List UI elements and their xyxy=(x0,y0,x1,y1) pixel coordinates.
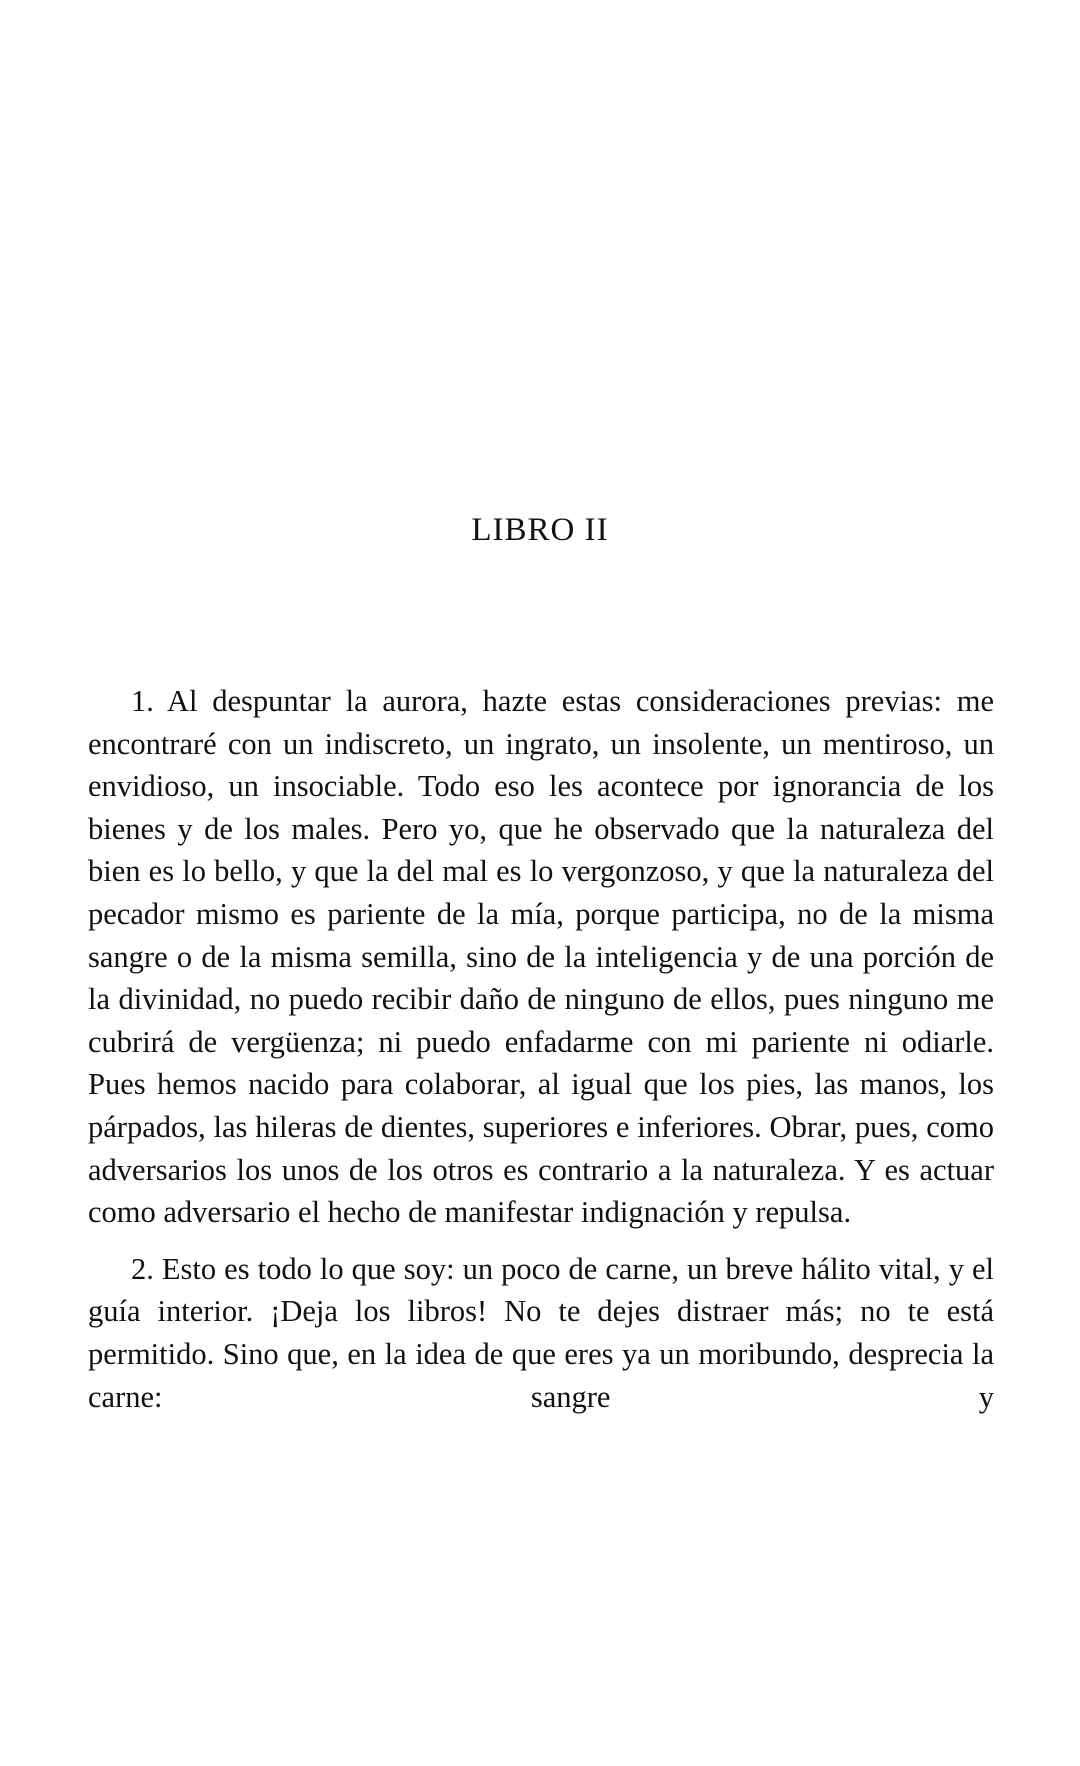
paragraph-1 xyxy=(88,680,994,1234)
paragraph-2 xyxy=(88,1248,994,1418)
paragraph-text: Esto es todo lo que soy: un poco de carne, un breve hálito vital, y el guía interior. ¡Deja los libros! No te dejes distraer más; no te está permitido. Sino que, en la idea de que eres ya un moribundo, desprecia la carne: sangre y xyxy=(88,1251,995,1414)
paragraph-number: 1. xyxy=(131,684,154,718)
book-title: LIBRO II xyxy=(471,512,609,548)
paragraph-text: Al despuntar la aurora, hazte estas consideraciones previas: me encontraré con un indiscreto, un ingrato, un insolente, un mentiroso, un envidioso, un insociable. Todo eso les acontece por ignorancia de los bienes y de los males. Pero yo, que he observado que la naturaleza del bien es lo bello, y que la del mal es lo vergonzoso, y que la naturaleza del pecador mismo es pariente de la mía, porque participa, no de la misma sangre o de la misma semilla, sino de la inteligencia y de una porción de la divinidad, no puedo recibir daño de ninguno de ellos, pues ninguno me cubrirá de vergüenza; ni puedo enfadarme con mi pariente ni odiarle. Pues hemos nacido para colaborar, al igual que los pies, las manos, los párpados, las hileras de dientes, superiores e inferiores. Obrar, pues, como adversarios los unos de los otros es contrario a la naturaleza. Y es actuar como adversario el hecho de manifestar indignación y repulsa. xyxy=(88,684,994,1230)
paragraph-number: 2. xyxy=(131,1251,154,1286)
text-body xyxy=(88,680,994,1418)
